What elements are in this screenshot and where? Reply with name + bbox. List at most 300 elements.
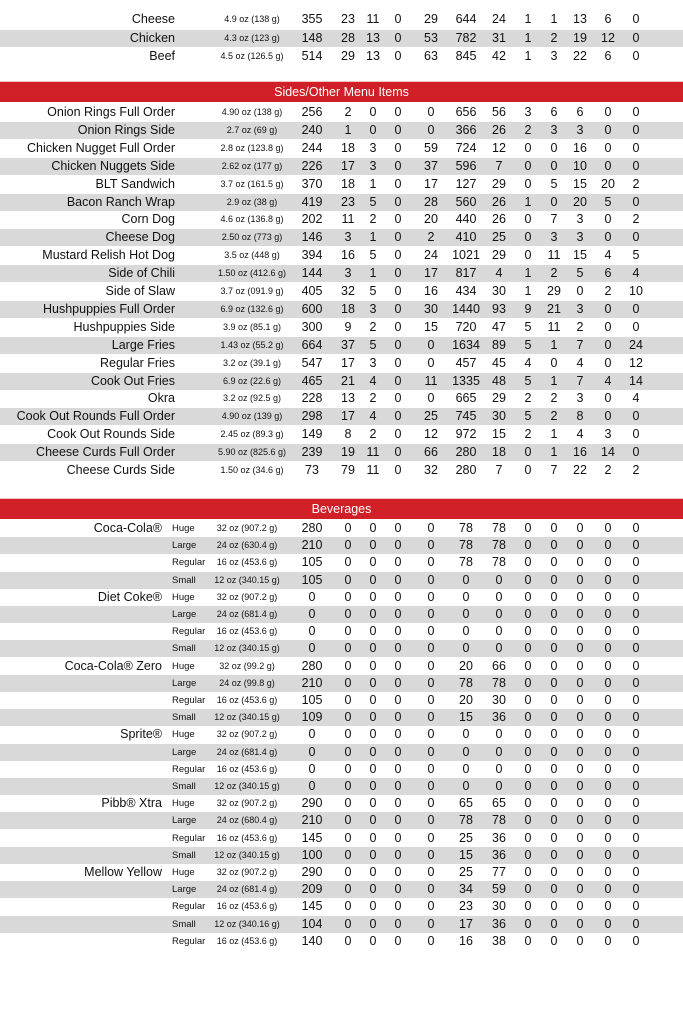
nutrient-value: 0: [524, 916, 532, 931]
item-name: Cook Out Fries: [90, 373, 175, 388]
nutrient-value: 0: [632, 899, 640, 914]
table-row: [0, 11, 683, 28]
nutrient-value: 0: [394, 744, 402, 759]
nutrient-value: 0: [394, 140, 402, 155]
nutrient-value: 145: [301, 830, 323, 845]
nutrient-value: 1: [524, 194, 532, 209]
table-row: [0, 462, 683, 479]
nutrient-value: 0: [524, 463, 532, 477]
nutrient-value: 0: [632, 230, 640, 245]
serving-size: 4.3 oz (123 g): [224, 32, 280, 43]
nutrient-value: 0: [462, 727, 470, 742]
nutrient-value: 0: [604, 899, 612, 914]
nutrient-value: 38: [492, 933, 506, 948]
nutrient-value: 20: [459, 658, 473, 673]
size-label: Huge: [172, 660, 195, 672]
nutrient-value: 17: [341, 158, 355, 173]
nutrient-value: 5: [369, 284, 377, 298]
nutrient-value: 1: [524, 12, 532, 26]
nutrient-value: 1: [524, 30, 532, 45]
nutrient-value: 0: [576, 761, 584, 776]
nutrient-value: 3: [576, 230, 584, 245]
nutrient-value: 0: [427, 761, 435, 776]
nutrient-value: 78: [459, 521, 473, 535]
nutrient-value: 210: [301, 813, 323, 828]
nutrient-value: 5: [524, 373, 532, 388]
nutrient-value: 10: [573, 158, 587, 173]
nutrient-value: 3: [369, 301, 377, 316]
serving-size: 2.9 oz (38 g): [226, 196, 278, 207]
nutrient-value: 7: [576, 337, 584, 352]
nutrient-value: 0: [369, 813, 377, 828]
nutrient-value: 290: [301, 865, 323, 879]
beverage-row: [0, 881, 683, 898]
nutrient-value: 30: [492, 693, 506, 707]
nutrient-value: 11: [547, 319, 561, 334]
nutrient-value: 20: [424, 212, 438, 227]
nutrient-value: 5: [524, 409, 532, 424]
nutrient-value: 410: [455, 230, 477, 245]
serving-size: 32 oz (907.2 g): [216, 591, 278, 602]
nutrient-value: 0: [576, 521, 584, 535]
nutrient-value: 0: [604, 538, 612, 553]
nutrient-value: 0: [632, 830, 640, 845]
table-row: [0, 176, 683, 193]
nutrient-value: 78: [459, 675, 473, 690]
table-row: [0, 408, 683, 425]
serving-size: 24 oz (99.8 g): [219, 677, 275, 688]
nutrient-value: 0: [604, 521, 612, 535]
nutrient-value: 3: [369, 140, 377, 155]
nutrient-value: 18: [341, 140, 355, 155]
table-row: [0, 390, 683, 407]
nutrient-value: 42: [492, 49, 506, 63]
item-name: Side of Slaw: [105, 284, 175, 298]
nutrient-value: 13: [573, 12, 587, 26]
nutrient-value: 65: [459, 796, 473, 811]
nutrient-value: 0: [604, 813, 612, 828]
nutrient-value: 0: [576, 675, 584, 690]
nutrient-value: 0: [462, 744, 470, 759]
nutrient-value: 0: [495, 727, 503, 742]
nutrient-value: 0: [550, 355, 558, 370]
nutrient-value: 37: [424, 158, 438, 173]
serving-size: 3.9 oz (85.1 g): [222, 321, 282, 332]
serving-size: 1.50 oz (412.6 g): [217, 268, 287, 279]
beverage-row: [0, 744, 683, 761]
nutrient-value: 0: [308, 607, 316, 621]
nutrient-value: 0: [369, 693, 377, 707]
nutrient-value: 2: [369, 427, 377, 442]
nutrient-value: 0: [344, 727, 352, 742]
nutrient-value: 104: [301, 916, 323, 931]
size-label: Large: [172, 746, 197, 758]
nutrient-value: 3: [344, 230, 352, 245]
nutrient-value: 0: [524, 555, 532, 570]
nutrient-value: 0: [524, 882, 532, 897]
nutrient-value: 18: [341, 176, 355, 191]
size-label: Huge: [172, 867, 195, 878]
nutrient-value: 144: [301, 266, 323, 281]
nutrient-value: 36: [492, 847, 506, 862]
nutrient-value: 32: [341, 284, 355, 298]
nutrient-value: 2: [632, 463, 640, 477]
nutrient-value: 3: [550, 230, 558, 245]
nutrient-value: 845: [455, 49, 477, 63]
nutrient-value: 0: [604, 355, 612, 370]
nutrient-value: 26: [492, 212, 506, 227]
nutrient-value: 0: [524, 641, 532, 656]
nutrient-value: 66: [424, 445, 438, 460]
nutrient-value: 13: [341, 391, 355, 406]
nutrient-value: 0: [344, 521, 352, 535]
nutrient-value: 0: [524, 865, 532, 879]
nutrient-value: 0: [369, 675, 377, 690]
nutrient-value: 0: [394, 882, 402, 897]
nutrient-value: 2: [369, 212, 377, 227]
nutrient-value: 0: [462, 572, 470, 587]
nutrient-value: 0: [632, 916, 640, 931]
nutrient-value: 3: [550, 49, 558, 63]
nutrient-value: 0: [394, 572, 402, 587]
size-label: Huge: [172, 523, 195, 534]
nutrient-value: 0: [394, 813, 402, 828]
nutrient-value: 0: [427, 675, 435, 690]
nutrient-value: 0: [576, 813, 584, 828]
nutrient-value: 0: [550, 865, 558, 879]
nutrient-value: 0: [550, 140, 558, 155]
nutrient-value: 0: [462, 589, 470, 604]
table-row: [0, 122, 683, 139]
nutrient-value: 0: [604, 589, 612, 604]
nutrient-value: 127: [455, 176, 477, 191]
nutrient-value: 3: [524, 105, 532, 119]
nutrient-value: 0: [427, 916, 435, 931]
nutrient-value: 5: [632, 248, 640, 263]
nutrient-value: 2: [550, 30, 558, 45]
nutrient-value: 0: [427, 641, 435, 656]
nutrient-value: 0: [394, 538, 402, 553]
nutrient-value: 0: [524, 589, 532, 604]
nutrient-value: 79: [341, 463, 355, 477]
nutrient-value: 0: [427, 391, 435, 406]
nutrient-value: 0: [369, 710, 377, 725]
nutrient-value: 0: [394, 319, 402, 334]
nutrient-value: 0: [632, 847, 640, 862]
nutrient-value: 23: [341, 194, 355, 209]
nutrient-value: 0: [394, 761, 402, 776]
size-label: Small: [172, 849, 196, 861]
nutrient-value: 0: [604, 122, 612, 137]
nutrient-value: 0: [427, 744, 435, 759]
item-name: Onion Rings Full Order: [47, 105, 175, 119]
serving-size: 32 oz (907.2 g): [216, 523, 278, 533]
nutrient-value: 20: [573, 194, 587, 209]
nutrient-value: 66: [492, 658, 506, 673]
nutrient-value: 0: [524, 176, 532, 191]
nutrient-value: 0: [632, 30, 640, 45]
nutrient-value: 78: [492, 675, 506, 690]
nutrient-value: 1: [369, 176, 377, 191]
nutrient-value: 0: [604, 230, 612, 245]
nutrient-value: 11: [424, 373, 438, 388]
nutrient-value: 0: [632, 49, 640, 63]
item-name: Okra: [147, 391, 175, 406]
nutrient-value: 4: [632, 391, 640, 406]
nutrient-value: 4: [524, 355, 532, 370]
beverage-row: [0, 692, 683, 709]
nutrient-value: 0: [550, 607, 558, 621]
nutrient-value: 0: [632, 710, 640, 725]
nutrient-value: 0: [427, 830, 435, 845]
nutrient-value: 0: [344, 538, 352, 553]
nutrient-value: 16: [573, 140, 587, 155]
nutrient-value: 0: [632, 194, 640, 209]
nutrient-value: 21: [341, 373, 355, 388]
nutrient-value: 17: [424, 176, 438, 191]
item-name: Coca-Cola® Zero: [64, 658, 162, 673]
nutrient-value: 0: [369, 105, 377, 119]
nutrient-value: 18: [341, 301, 355, 316]
nutrient-value: 0: [369, 933, 377, 948]
beverage-row: [0, 606, 683, 623]
table-row: [0, 48, 683, 65]
nutrient-value: 29: [492, 176, 506, 191]
nutrient-value: 32: [424, 463, 438, 477]
nutrient-value: 2: [524, 122, 532, 137]
nutrient-value: 0: [394, 555, 402, 570]
nutrient-value: 0: [344, 693, 352, 707]
table-row: [0, 319, 683, 336]
nutrient-value: 2: [550, 391, 558, 406]
nutrient-value: 0: [427, 337, 435, 352]
nutrient-value: 465: [301, 373, 323, 388]
nutrient-value: 14: [601, 445, 615, 460]
nutrient-value: 3: [344, 266, 352, 281]
nutrient-value: 0: [550, 521, 558, 535]
nutrient-value: 6: [576, 105, 584, 119]
serving-size: 16 oz (453.6 g): [216, 557, 278, 568]
nutrient-value: 0: [550, 796, 558, 811]
nutrient-value: 0: [495, 641, 503, 656]
nutrient-value: 6: [604, 49, 612, 63]
nutrient-value: 0: [576, 589, 584, 604]
nutrient-value: 0: [308, 761, 316, 776]
nutrient-value: 0: [427, 813, 435, 828]
nutrient-value: 0: [604, 212, 612, 227]
nutrient-value: 0: [632, 427, 640, 442]
nutrient-value: 0: [344, 796, 352, 811]
nutrient-value: 0: [369, 555, 377, 570]
serving-size: 6.9 oz (22.6 g): [222, 375, 282, 386]
nutrient-value: 0: [344, 779, 352, 793]
nutrient-value: 12: [492, 140, 506, 155]
nutrient-value: 0: [344, 572, 352, 587]
nutrient-value: 3: [369, 355, 377, 370]
serving-size: 1.50 oz (34.6 g): [220, 465, 284, 475]
size-label: Small: [172, 712, 196, 724]
nutrient-value: 0: [427, 882, 435, 897]
nutrient-value: 0: [308, 779, 316, 793]
nutrient-value: 0: [576, 933, 584, 948]
nutrient-value: 23: [459, 899, 473, 914]
nutrient-value: 0: [427, 555, 435, 570]
nutrient-value: 0: [394, 641, 402, 656]
serving-size: 3.5 oz (448 g): [224, 250, 280, 261]
nutrient-value: 0: [394, 158, 402, 173]
nutrient-value: 16: [459, 933, 473, 948]
nutrient-value: 0: [344, 865, 352, 879]
nutrient-value: 1: [369, 230, 377, 245]
nutrient-value: 0: [427, 538, 435, 553]
nutrient-value: 0: [524, 675, 532, 690]
nutrient-value: 745: [455, 409, 477, 424]
nutrient-value: 0: [550, 194, 558, 209]
nutrient-value: 29: [547, 284, 561, 298]
table-row: [0, 444, 683, 461]
nutrient-value: 0: [632, 675, 640, 690]
nutrient-value: 5: [524, 337, 532, 352]
nutrient-value: 0: [394, 727, 402, 742]
nutrient-value: 782: [455, 30, 477, 45]
nutrient-value: 0: [394, 899, 402, 914]
nutrient-value: 21: [547, 301, 561, 316]
nutrient-value: 0: [632, 727, 640, 742]
nutrient-value: 140: [301, 933, 323, 948]
nutrient-value: 280: [455, 463, 477, 477]
nutrient-value: 100: [301, 847, 323, 862]
nutrient-value: 0: [427, 710, 435, 725]
serving-size: 12 oz (340.15 g): [214, 643, 280, 654]
table-row: [0, 301, 683, 318]
size-label: Huge: [172, 591, 195, 603]
nutrient-value: 6: [604, 266, 612, 281]
nutrient-value: 20: [601, 176, 615, 191]
nutrient-value: 2: [369, 319, 377, 334]
nutrient-value: 17: [424, 266, 438, 281]
beverage-row: [0, 933, 683, 950]
nutrient-value: 0: [632, 445, 640, 460]
nutrient-value: 0: [308, 727, 316, 742]
nutrient-value: 0: [576, 658, 584, 673]
nutrient-value: 63: [424, 49, 438, 63]
nutrient-value: 4: [369, 373, 377, 388]
nutrient-value: 280: [301, 658, 323, 673]
nutrient-value: 0: [462, 624, 470, 639]
nutrient-value: 514: [301, 49, 323, 63]
nutrient-value: 146: [301, 230, 323, 245]
nutrient-value: 20: [459, 693, 473, 707]
nutrient-value: 0: [632, 521, 640, 535]
item-name: Mellow Yellow: [84, 865, 162, 879]
nutrient-value: 0: [524, 158, 532, 173]
nutrient-value: 440: [455, 212, 477, 227]
nutrient-value: 0: [369, 624, 377, 639]
nutrient-value: 0: [524, 538, 532, 553]
item-name: Corn Dog: [121, 212, 175, 227]
nutrient-value: 29: [492, 248, 506, 263]
nutrient-value: 0: [394, 409, 402, 424]
serving-size: 3.7 oz (161.5 g): [220, 178, 284, 189]
nutrient-value: 1: [550, 427, 558, 442]
nutrient-value: 1: [550, 445, 558, 460]
nutrient-value: 16: [573, 445, 587, 460]
nutrient-value: 0: [394, 30, 402, 45]
beverage-row: [0, 709, 683, 726]
serving-size: 16 oz (453.6 g): [216, 763, 278, 774]
nutrient-value: 0: [632, 813, 640, 828]
beverage-row: [0, 726, 683, 743]
nutrient-value: 77: [492, 865, 506, 879]
nutrient-value: 0: [524, 607, 532, 621]
serving-size: 1.43 oz (55.2 g): [220, 339, 284, 350]
nutrient-value: 73: [305, 463, 319, 477]
nutrient-value: 0: [344, 675, 352, 690]
table-row: [0, 211, 683, 228]
nutrient-value: 0: [394, 248, 402, 263]
nutrient-value: 0: [369, 779, 377, 793]
nutrient-value: 30: [424, 301, 438, 316]
beverage-row: [0, 830, 683, 847]
nutrient-value: 0: [550, 624, 558, 639]
nutrient-value: 0: [369, 658, 377, 673]
nutrient-value: 1: [344, 122, 352, 137]
nutrient-value: 0: [394, 122, 402, 137]
serving-size: 3.2 oz (92.5 g): [222, 393, 282, 404]
size-label: Regular: [172, 832, 206, 844]
nutrient-value: 148: [301, 30, 323, 45]
size-label: Large: [172, 884, 197, 896]
nutrient-value: 226: [301, 158, 323, 173]
nutrient-value: 3: [576, 122, 584, 137]
nutrient-value: 0: [524, 624, 532, 639]
nutrient-value: 36: [492, 916, 506, 931]
table-row: [0, 158, 683, 175]
nutrient-value: 1440: [452, 301, 480, 316]
size-label: Small: [172, 918, 196, 930]
nutrient-value: 0: [394, 427, 402, 442]
beverage-row: [0, 864, 683, 881]
beverage-row: [0, 795, 683, 812]
nutrient-value: 457: [455, 355, 477, 370]
nutrient-value: 2: [524, 427, 532, 442]
nutrient-value: 0: [550, 830, 558, 845]
nutrient-value: 244: [301, 140, 323, 155]
nutrient-value: 0: [524, 212, 532, 227]
nutrient-value: 59: [492, 882, 506, 897]
size-label: Huge: [172, 798, 195, 810]
serving-size: 32 oz (907.2 g): [216, 729, 278, 740]
nutrient-value: 370: [301, 176, 323, 191]
serving-size: 12 oz (340.15 g): [214, 574, 280, 585]
beverage-row: [0, 778, 683, 795]
nutrient-value: 0: [394, 830, 402, 845]
nutrient-value: 0: [394, 865, 402, 879]
nutrient-value: 2: [550, 266, 558, 281]
nutrient-value: 644: [455, 12, 477, 26]
item-name: Regular Fries: [99, 355, 175, 370]
nutrient-value: 4: [604, 373, 612, 388]
nutrient-value: 13: [366, 49, 380, 63]
nutrient-value: 366: [455, 122, 477, 137]
nutrient-value: 0: [462, 779, 470, 793]
nutrient-value: 0: [394, 847, 402, 862]
serving-size: 4.9 oz (138 g): [224, 14, 280, 24]
nutrient-value: 0: [427, 105, 435, 119]
serving-size: 24 oz (681.4 g): [216, 884, 278, 895]
nutrient-value: 78: [492, 521, 506, 535]
item-name: Diet Coke®: [97, 589, 162, 604]
